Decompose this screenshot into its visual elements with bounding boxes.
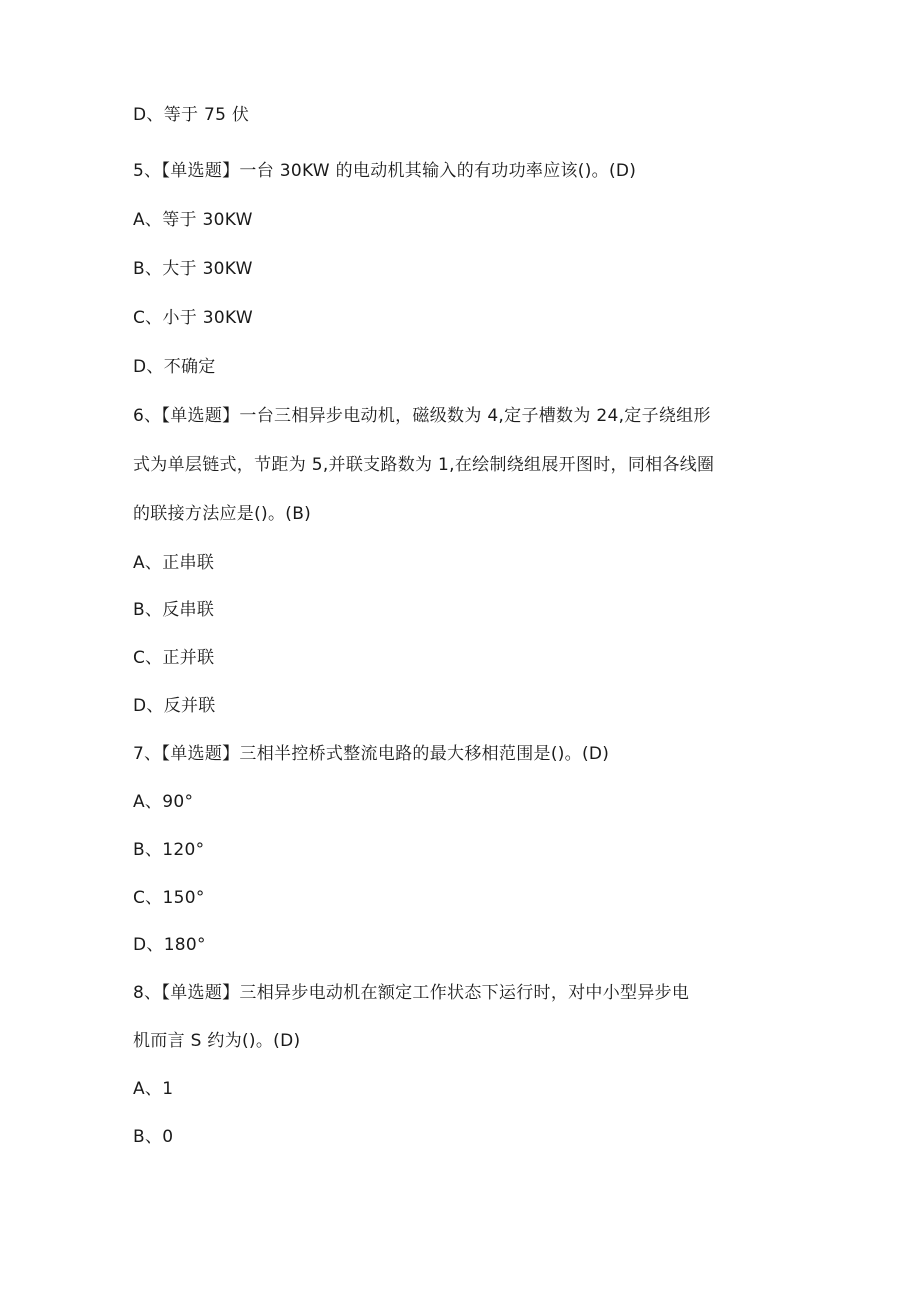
question-line: 的联接方法应是()。(B) bbox=[133, 504, 312, 524]
option-line: A、等于 30KW bbox=[133, 210, 253, 230]
question-line: 机而言 S 约为()。(D) bbox=[133, 1031, 301, 1051]
option-line: D、不确定 bbox=[133, 357, 216, 377]
option-line: B、反串联 bbox=[133, 600, 215, 620]
option-line: D、反并联 bbox=[133, 696, 216, 716]
option-line: B、大于 30KW bbox=[133, 259, 253, 279]
question-line: 式为单层链式，节距为 5,并联支路数为 1,在绘制绕组展开图时，同相各线圈 bbox=[133, 455, 715, 475]
question-line: 7、【单选题】三相半控桥式整流电路的最大移相范围是()。(D) bbox=[133, 744, 610, 764]
option-line: B、120° bbox=[133, 840, 205, 860]
question-line: 5、【单选题】一台 30KW 的电动机其输入的有功功率应该()。(D) bbox=[133, 161, 637, 181]
option-line: B、0 bbox=[133, 1127, 174, 1147]
question-line: 8、【单选题】三相异步电动机在额定工作状态下运行时，对中小型异步电 bbox=[133, 983, 690, 1003]
option-line: D、180° bbox=[133, 935, 206, 955]
option-line: C、正并联 bbox=[133, 648, 215, 668]
question-line: 6、【单选题】一台三相异步电动机，磁级数为 4,定子槽数为 24,定子绕组形 bbox=[133, 406, 711, 426]
option-line: A、1 bbox=[133, 1079, 174, 1099]
option-line: D、等于 75 伏 bbox=[133, 105, 250, 125]
option-line: A、正串联 bbox=[133, 553, 215, 573]
option-line: A、90° bbox=[133, 792, 194, 812]
option-line: C、小于 30KW bbox=[133, 308, 253, 328]
option-line: C、150° bbox=[133, 888, 205, 908]
